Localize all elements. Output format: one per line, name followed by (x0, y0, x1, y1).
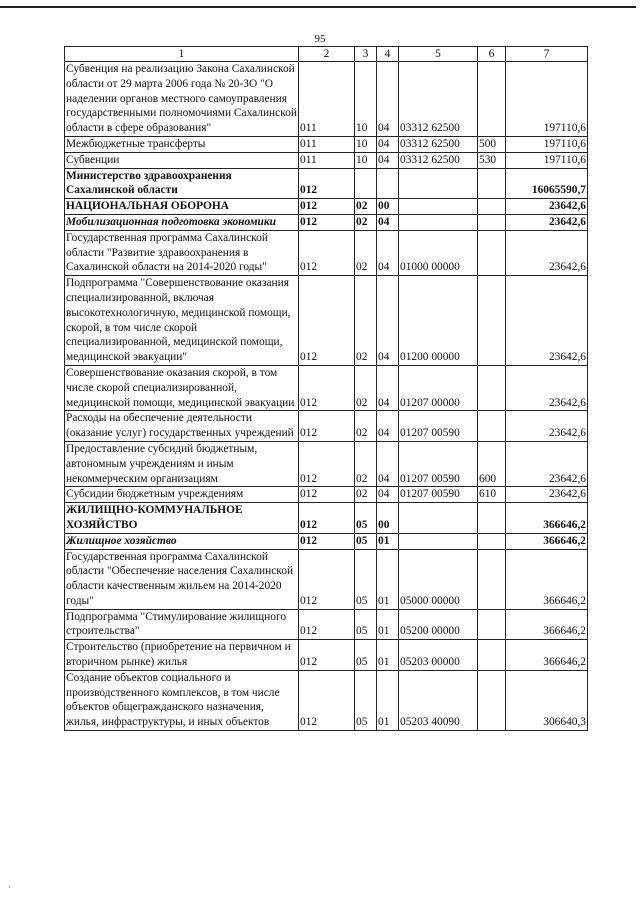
cell-expense-type (478, 503, 506, 534)
cell-amount: 23642,6 (506, 365, 588, 410)
table-row (65, 62, 588, 137)
cell-name: Межбюджетные трансферты (65, 136, 299, 152)
cell-ministry-code: 012 (299, 609, 355, 640)
table-row (65, 199, 588, 215)
header-col-amount: 7 (506, 47, 588, 62)
cell-subsection-code: 00 (377, 503, 399, 534)
cell-ministry-code: 012 (299, 441, 355, 486)
cell-name: Жилищное хозяйство (65, 533, 299, 549)
cell-ministry-code: 012 (299, 640, 355, 671)
cell-amount: 197110,6 (506, 62, 588, 137)
header-row (65, 47, 588, 62)
cell-target-code: 01207 00590 (399, 441, 478, 486)
table-row (65, 503, 588, 534)
cell-subsection-code: 04 (377, 487, 399, 503)
cell-expense-type (478, 670, 506, 730)
cell-section-code: 05 (355, 533, 377, 549)
cell-name: НАЦИОНАЛЬНАЯ ОБОРОНА (65, 199, 299, 215)
cell-amount: 23642,6 (506, 276, 588, 366)
cell-amount: 23642,6 (506, 411, 588, 442)
cell-expense-type (478, 199, 506, 215)
cell-subsection-code: 01 (377, 533, 399, 549)
cell-target-code (399, 503, 478, 534)
table-row (65, 168, 588, 199)
cell-name: Строительство (приобретение на первичном и вторичном рынке) жилья (65, 640, 299, 671)
cell-target-code: 01207 00590 (399, 411, 478, 442)
table-row (65, 214, 588, 230)
cell-amount: 23642,6 (506, 230, 588, 275)
cell-expense-type (478, 549, 506, 609)
cell-name: Государственная программа Сахалинской области "Обеспечение населения Сахалинской области качественным жильем на 2014-2020 годы" (65, 549, 299, 609)
cell-target-code: 05200 00000 (399, 609, 478, 640)
header-col-target: 5 (399, 47, 478, 62)
cell-amount: 197110,6 (506, 136, 588, 152)
cell-section-code: 10 (355, 62, 377, 137)
cell-ministry-code: 012 (299, 365, 355, 410)
cell-name: Создание объектов социального и производственного комплексов, в том числе объектов общегражданского назначения, жилья, инфраструктуры, и иных объектов (65, 670, 299, 730)
cell-name: Субвенция на реализацию Закона Сахалинской области от 29 марта 2006 года № 20-ЗО "О наделении органов местного самоуправления государственными полномочиями Сахалинской области в сфере образования" (65, 62, 299, 137)
cell-name: Государственная программа Сахалинской области "Развитие здравоохранения в Сахалинской области на 2014-2020 годы" (65, 230, 299, 275)
cell-section-code: 02 (355, 276, 377, 366)
table-row (65, 670, 588, 730)
cell-target-code (399, 199, 478, 215)
table-row (65, 640, 588, 671)
cell-ministry-code: 012 (299, 670, 355, 730)
cell-ministry-code: 012 (299, 168, 355, 199)
cell-target-code: 05203 00000 (399, 640, 478, 671)
cell-amount: 366646,2 (506, 609, 588, 640)
budget-table (64, 46, 588, 731)
cell-expense-type (478, 411, 506, 442)
cell-subsection-code: 01 (377, 609, 399, 640)
cell-target-code: 01207 00000 (399, 365, 478, 410)
cell-subsection-code: 04 (377, 136, 399, 152)
cell-ministry-code: 012 (299, 549, 355, 609)
cell-section-code: 02 (355, 441, 377, 486)
header-col-name: 1 (65, 47, 299, 62)
cell-ministry-code: 012 (299, 276, 355, 366)
cell-section-code: 05 (355, 503, 377, 534)
cell-section-code: 10 (355, 136, 377, 152)
cell-ministry-code: 011 (299, 152, 355, 168)
table-row (65, 136, 588, 152)
cell-target-code (399, 533, 478, 549)
cell-name: Субвенции (65, 152, 299, 168)
cell-name: Подпрограмма "Стимулирование жилищного строительства" (65, 609, 299, 640)
cell-amount: 366646,2 (506, 533, 588, 549)
cell-ministry-code: 012 (299, 487, 355, 503)
table-body (65, 62, 588, 731)
cell-section-code: 02 (355, 365, 377, 410)
table-row (65, 152, 588, 168)
cell-expense-type (478, 214, 506, 230)
cell-expense-type: 610 (478, 487, 506, 503)
cell-target-code: 01207 00590 (399, 487, 478, 503)
cell-target-code: 03312 62500 (399, 62, 478, 137)
cell-subsection-code: 04 (377, 365, 399, 410)
cell-subsection-code: 01 (377, 670, 399, 730)
cell-subsection-code: 04 (377, 62, 399, 137)
cell-expense-type: 530 (478, 152, 506, 168)
cell-name: Министерство здравоохранения Сахалинской области (65, 168, 299, 199)
cell-name: Предоставление субсидий бюджетным, автономным учреждениям и иным некоммерческим организациям (65, 441, 299, 486)
cell-target-code: 05203 40090 (399, 670, 478, 730)
cell-ministry-code: 011 (299, 136, 355, 152)
cell-target-code: 03312 62500 (399, 152, 478, 168)
cell-amount: 23642,6 (506, 441, 588, 486)
cell-subsection-code: 04 (377, 276, 399, 366)
cell-amount: 366646,2 (506, 503, 588, 534)
table-row (65, 609, 588, 640)
cell-name: Субсидии бюджетным учреждениям (65, 487, 299, 503)
cell-subsection-code: 04 (377, 152, 399, 168)
cell-subsection-code: 04 (377, 230, 399, 275)
cell-amount: 366646,2 (506, 549, 588, 609)
cell-ministry-code: 012 (299, 533, 355, 549)
cell-amount: 23642,6 (506, 487, 588, 503)
cell-section-code: 02 (355, 230, 377, 275)
cell-ministry-code: 012 (299, 199, 355, 215)
cell-section-code (355, 168, 377, 199)
table-row (65, 441, 588, 486)
cell-amount: 366646,2 (506, 640, 588, 671)
cell-amount: 23642,6 (506, 214, 588, 230)
table-row (65, 549, 588, 609)
page-number: 95 (314, 33, 326, 45)
cell-subsection-code: 00 (377, 199, 399, 215)
cell-ministry-code: 012 (299, 411, 355, 442)
cell-subsection-code: 04 (377, 411, 399, 442)
header-col-type: 6 (478, 47, 506, 62)
cell-target-code: 05000 00000 (399, 549, 478, 609)
cell-ministry-code: 011 (299, 62, 355, 137)
cell-subsection-code: 01 (377, 640, 399, 671)
table-row (65, 230, 588, 275)
table-row (65, 365, 588, 410)
cell-section-code: 10 (355, 152, 377, 168)
cell-section-code: 02 (355, 411, 377, 442)
cell-amount: 306640,3 (506, 670, 588, 730)
cell-target-code: 03312 62500 (399, 136, 478, 152)
table-row (65, 276, 588, 366)
cell-expense-type (478, 168, 506, 199)
scan-speck: · (8, 882, 11, 892)
cell-name: Совершенствование оказания скорой, в том числе скорой специализированной, медицинской помощи, медицинской эвакуации (65, 365, 299, 410)
cell-expense-type: 500 (478, 136, 506, 152)
table-header (65, 47, 588, 62)
header-col-subsection: 4 (377, 47, 399, 62)
cell-section-code: 05 (355, 670, 377, 730)
cell-name: Мобилизационная подготовка экономики (65, 214, 299, 230)
cell-target-code (399, 168, 478, 199)
cell-ministry-code: 012 (299, 214, 355, 230)
cell-subsection-code (377, 168, 399, 199)
cell-expense-type (478, 276, 506, 366)
cell-target-code: 01000 00000 (399, 230, 478, 275)
cell-expense-type (478, 640, 506, 671)
cell-subsection-code: 04 (377, 441, 399, 486)
cell-name: ЖИЛИЩНО-КОММУНАЛЬНОЕ ХОЗЯЙСТВО (65, 503, 299, 534)
cell-expense-type: 600 (478, 441, 506, 486)
cell-section-code: 02 (355, 487, 377, 503)
header-col-ministry: 2 (299, 47, 355, 62)
cell-expense-type (478, 533, 506, 549)
table-row (65, 487, 588, 503)
cell-amount: 197110,6 (506, 152, 588, 168)
table-row (65, 533, 588, 549)
cell-amount: 16065590,7 (506, 168, 588, 199)
cell-name: Подпрограмма "Совершенствование оказания специализированной, включая высокотехнологичную, медицинской помощи, скорой, в том числе скорой специализированной, медицинской помощи, медицинской эвакуации" (65, 276, 299, 366)
cell-target-code (399, 214, 478, 230)
header-col-section: 3 (355, 47, 377, 62)
cell-subsection-code: 01 (377, 549, 399, 609)
cell-target-code: 01200 00000 (399, 276, 478, 366)
page-top-rule (0, 6, 636, 8)
cell-section-code: 02 (355, 199, 377, 215)
cell-section-code: 02 (355, 214, 377, 230)
cell-name: Расходы на обеспечение деятельности (оказание услуг) государственных учреждений (65, 411, 299, 442)
cell-expense-type (478, 365, 506, 410)
cell-section-code: 05 (355, 640, 377, 671)
cell-expense-type (478, 230, 506, 275)
cell-expense-type (478, 609, 506, 640)
cell-subsection-code: 04 (377, 214, 399, 230)
table-row (65, 411, 588, 442)
cell-section-code: 05 (355, 609, 377, 640)
cell-expense-type (478, 62, 506, 137)
cell-ministry-code: 012 (299, 230, 355, 275)
cell-section-code: 05 (355, 549, 377, 609)
cell-ministry-code: 012 (299, 503, 355, 534)
cell-amount: 23642,6 (506, 199, 588, 215)
